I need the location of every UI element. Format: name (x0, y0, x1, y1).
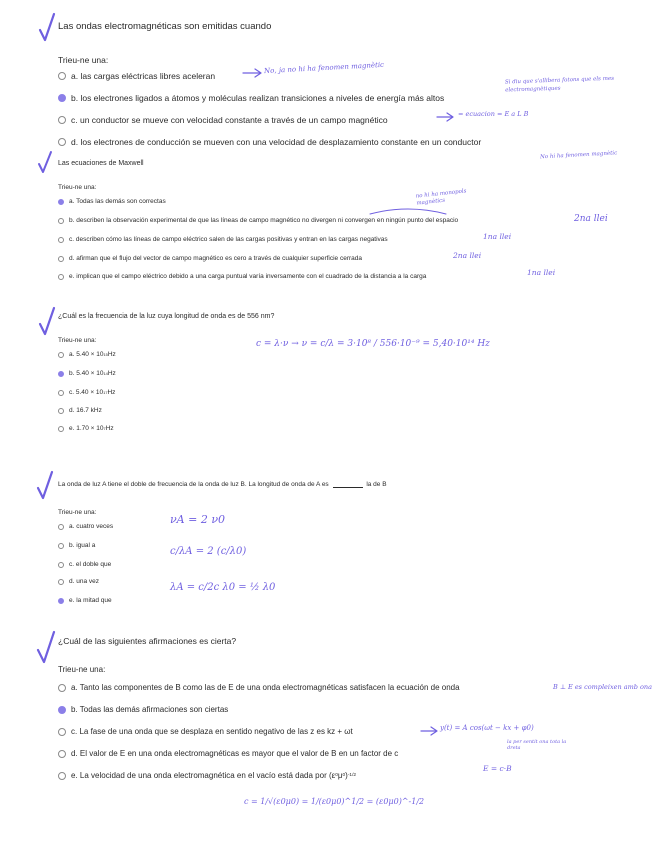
option-d[interactable] (58, 749, 398, 758)
option-label: b. Todas las demás afirmaciones son ciertas (71, 705, 229, 714)
radio-button[interactable] (58, 256, 64, 262)
handwritten-note: No, ja no hi ha fenomen magnètic (263, 60, 385, 76)
mu-symbol: μ (337, 771, 343, 780)
radio-button[interactable] (58, 579, 64, 585)
handwritten-note: λA = c/2c λ0 = ½ λ0 (170, 582, 276, 593)
unit: Hz (105, 425, 114, 432)
option-c[interactable] (58, 389, 115, 396)
option-c[interactable] (58, 727, 353, 736)
option-label: a. Tanto las componentes de B como las de E de una onda electromagnéticas satisfacen la ecuación de onda (71, 683, 460, 692)
question-text-before: La onda de luz A tiene el doble de frecuencia de la onda de luz B. La longitud de onda de A es (58, 481, 329, 488)
exponent: 15 (103, 352, 108, 357)
handwritten-note: Si diu que s'allibera fotons que els mes electromagnètiques (504, 75, 615, 94)
option-label: a. Todas las demás son correctas (69, 198, 166, 205)
choose-label: Trieu-ne una: (58, 665, 106, 674)
unit: Hz (107, 370, 116, 377)
arrow-annotation (420, 726, 440, 736)
unit: Hz (107, 351, 116, 358)
option-label: d. 16.7 kHz (69, 407, 102, 414)
handwritten-note: 2na llei (453, 251, 482, 260)
radio-button[interactable] (58, 524, 64, 530)
subscript: 0 (342, 773, 346, 778)
choose-label: Trieu-ne una: (58, 55, 109, 65)
option-d[interactable] (58, 407, 102, 414)
option-b[interactable] (58, 542, 95, 549)
handwritten-note: la per sentit ona tota la dreta (507, 739, 567, 751)
option-label: b. 5.40 × 10 (69, 370, 104, 377)
arrow-annotation (436, 112, 456, 122)
exponent: -1/2 (347, 773, 357, 778)
handwritten-note: νA = 2 ν0 (170, 513, 226, 526)
handwritten-note: 2na llei (574, 214, 608, 224)
exponent: 17 (103, 390, 108, 395)
option-e[interactable] (58, 597, 112, 604)
radio-button[interactable] (58, 728, 66, 736)
handwritten-note: B ⊥ E es compleixen amb ona (553, 683, 652, 691)
option-d[interactable] (58, 578, 99, 585)
radio-button[interactable] (58, 543, 64, 549)
option-e[interactable] (58, 771, 356, 780)
radio-button[interactable] (58, 750, 66, 758)
question-text (58, 481, 387, 488)
question-text: ¿Cuál es la frecuencia de la luz cuya longitud de onda es de 556 nm? (58, 313, 275, 320)
handwritten-note: 1na llei (527, 268, 556, 277)
option-e[interactable] (58, 425, 114, 432)
arrow-annotation (242, 68, 264, 78)
option-b[interactable] (58, 217, 458, 224)
option-label: e. implican que el campo eléctrico debido a una carga puntual varía inversamente con el cuadrado de la distancia a la carga (69, 273, 427, 280)
unit: Hz (107, 389, 116, 396)
option-label: d. los electrones de conducción se mueven con una velocidad de desplazamiento constante en un conductor (71, 137, 482, 147)
option-label: c. un conductor se mueve con velocidad constante a través de un campo magnético (71, 115, 388, 125)
radio-button[interactable] (58, 274, 64, 280)
handwritten-note: no hi ha monopols magnètics (415, 188, 467, 207)
choose-label: Trieu-ne una: (58, 337, 97, 344)
question-text: ¿Cuál de las siguientes afirmaciones es cierta? (58, 636, 237, 646)
exponent: 14 (103, 371, 108, 376)
option-a[interactable] (58, 523, 113, 530)
question-text-after: la de B (366, 481, 387, 488)
checkmark-icon (37, 150, 53, 174)
option-label: a. las cargas eléctricas libres aceleran (71, 71, 216, 81)
radio-button[interactable] (58, 562, 64, 568)
handwritten-note: 1na llei (483, 232, 512, 241)
option-label: e. 1.70 × 10 (69, 425, 104, 432)
handwritten-note: c = 1/√(ε0μ0) = 1/(ε0μ0)^1/2 = (ε0μ0)^-1/2 (244, 797, 425, 806)
option-label: a. cuatro veces (69, 523, 114, 530)
option-b[interactable] (58, 93, 444, 103)
option-label: e. La velocidad de una onda electromagnética en el vacío está dada por (ε (71, 771, 336, 780)
choose-label: Trieu-ne una: (58, 509, 97, 516)
blank-line (333, 487, 363, 488)
handwritten-note: y(t) = A cos(ωt − kx + φ0) (440, 724, 534, 732)
radio-button[interactable] (58, 116, 66, 124)
option-c[interactable] (58, 561, 111, 568)
option-label: c. 5.40 × 10 (69, 389, 104, 396)
radio-button[interactable] (58, 237, 64, 243)
handwritten-note: No hi ha fenomen magnètic (539, 150, 618, 161)
option-a[interactable] (58, 351, 116, 358)
radio-button[interactable] (58, 408, 64, 414)
radio-button[interactable] (58, 426, 64, 432)
option-c[interactable] (58, 236, 388, 243)
option-label: e. la mitad que (69, 597, 112, 604)
option-d[interactable] (58, 137, 481, 147)
option-d[interactable] (58, 255, 362, 262)
option-label: b. igual a (69, 542, 96, 549)
option-a[interactable] (58, 683, 460, 692)
option-label: b. describen la observación experimental de que las líneas de campo magnético no divergen ni convergen en ningún punto del espacio (69, 217, 459, 224)
choose-label: Trieu-ne una: (58, 184, 97, 191)
checkmark-icon (38, 12, 56, 42)
radio-button[interactable] (58, 94, 66, 102)
option-label: a. 5.40 × 10 (69, 351, 104, 358)
option-label: b. los electrones ligados a átomos y moléculas realizan transiciones a niveles de energía más altos (71, 93, 445, 103)
option-label: c. el doble que (69, 561, 112, 568)
question-text: Las ecuaciones de Maxwell (58, 160, 144, 167)
radio-button[interactable] (58, 684, 66, 692)
checkmark-icon (38, 306, 56, 336)
bracket-annotation (368, 206, 448, 216)
handwritten-note: = ecuacion = E a L B (458, 110, 529, 118)
radio-button[interactable] (58, 199, 64, 205)
radio-button[interactable] (58, 72, 66, 80)
handwritten-note: c/λA = 2 (c/λ0) (170, 546, 247, 557)
option-label: d. El valor de E en una onda electromagnéticas es mayor que el valor de B en un factor de c (71, 749, 399, 758)
checkmark-icon (36, 470, 54, 500)
exponent: 7 (103, 426, 106, 431)
option-c[interactable] (58, 115, 388, 125)
radio-button[interactable] (58, 371, 64, 377)
radio-button[interactable] (58, 218, 64, 224)
checkmark-icon (36, 630, 56, 664)
handwritten-note: c = λ·ν → ν = c/λ = 3·10⁸ / 556·10⁻⁹ = 5,40·10¹⁴ Hz (256, 339, 490, 349)
option-a[interactable] (58, 198, 166, 205)
option-b[interactable] (58, 370, 116, 377)
radio-button[interactable] (58, 138, 66, 146)
option-b[interactable] (58, 705, 228, 714)
handwritten-note: E = c·B (483, 764, 512, 773)
option-label: d. una vez (69, 578, 99, 585)
option-label: d. afirman que el flujo del vector de campo magnético es cero a través de cualquier superficie cerrada (69, 255, 363, 262)
subscript: 0 (335, 773, 338, 778)
radio-button[interactable] (58, 390, 64, 396)
radio-button[interactable] (58, 352, 64, 358)
question-text: Las ondas electromagnéticas son emitidas cuando (58, 21, 272, 32)
option-a[interactable] (58, 71, 215, 81)
radio-button[interactable] (58, 598, 64, 604)
option-label: c. La fase de una onda que se desplaza en sentido negativo de las z es kz + ωt (71, 727, 353, 736)
radio-button[interactable] (58, 772, 66, 780)
radio-button[interactable] (58, 706, 66, 714)
paren: ) (345, 771, 348, 780)
option-label: c. describen cómo las líneas de campo eléctrico salen de las cargas positivas y entran en las cargas negativas (69, 236, 388, 243)
option-e[interactable] (58, 273, 426, 280)
